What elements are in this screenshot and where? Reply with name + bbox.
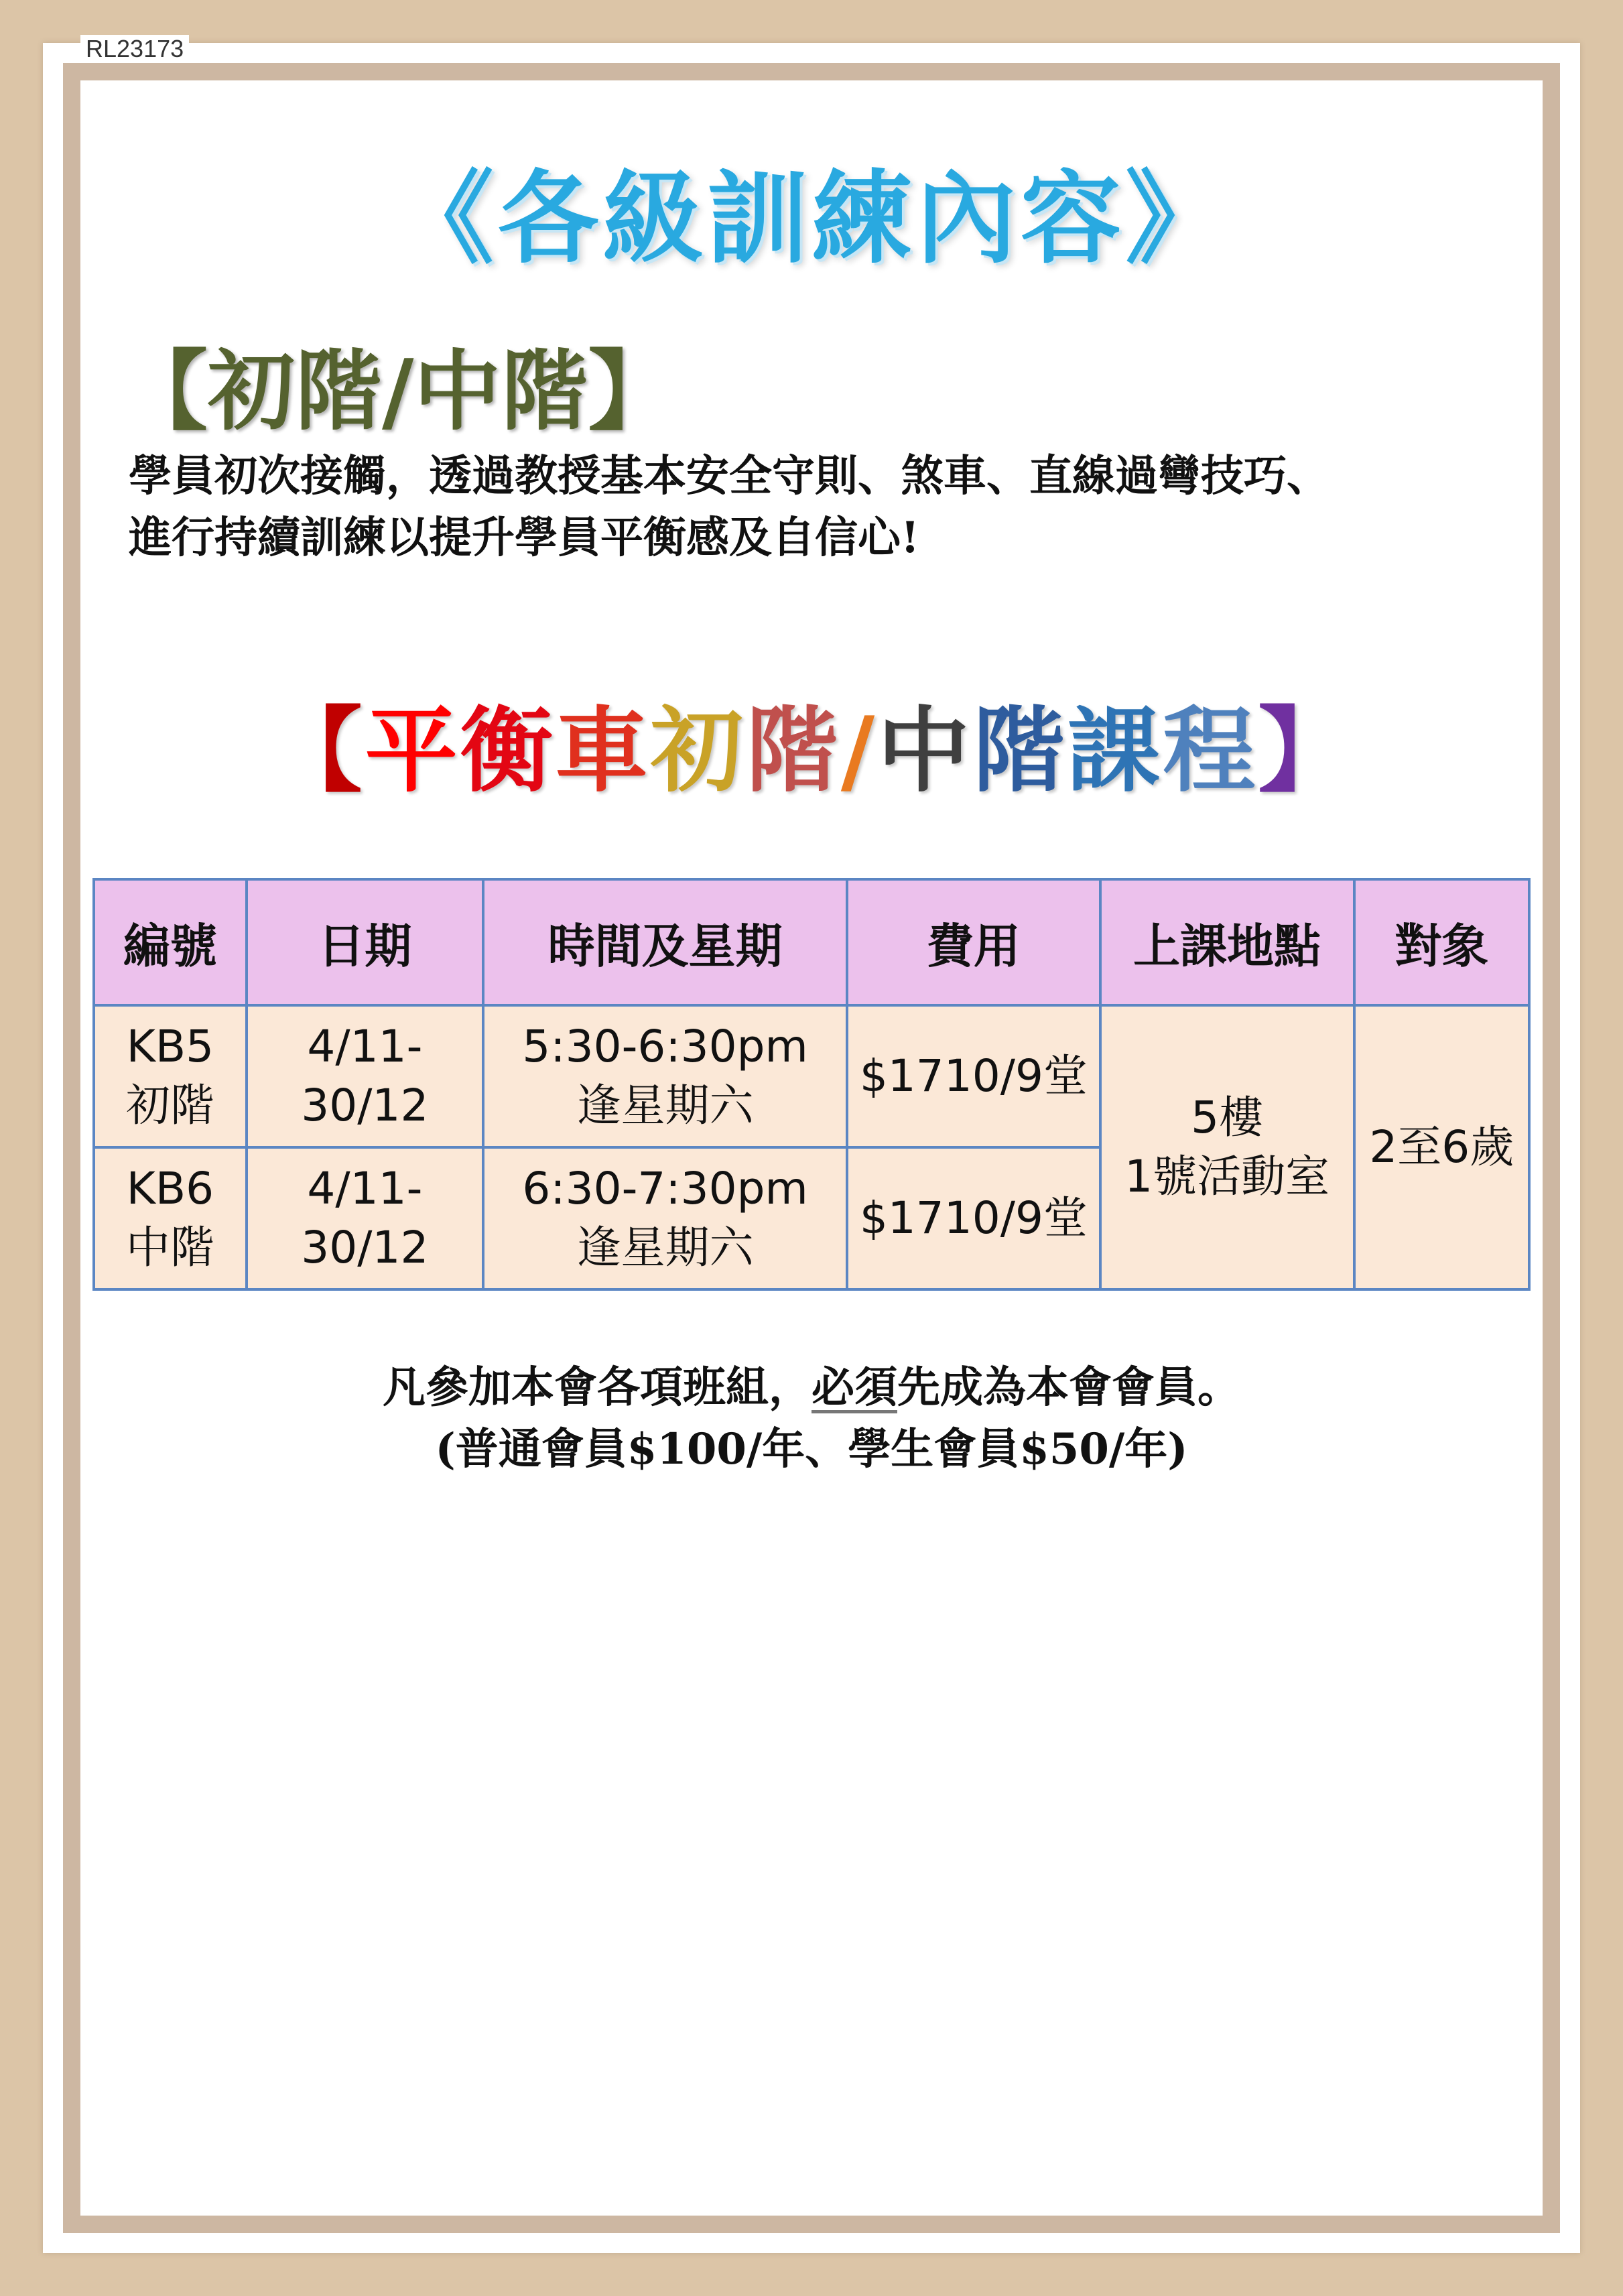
document-code: RL23173	[80, 35, 189, 63]
course-title-char: 初	[650, 697, 746, 805]
intro-line-1: 學員初次接觸，透過教授基本安全守則、煞車、直線過彎技巧、	[129, 451, 1329, 501]
course-title	[0, 677, 1623, 810]
course-title-char: 】	[1258, 697, 1354, 805]
cell-date: 4/11-30/12	[247, 1147, 483, 1289]
cell-target: 2至6歲	[1354, 1005, 1529, 1289]
class-level: 中階	[125, 1222, 214, 1273]
header-date: 日期	[247, 879, 483, 1005]
cell-fee: $1710/9堂	[847, 1005, 1100, 1147]
course-title-char: 【	[269, 697, 365, 805]
note-underlined-text: 必須	[812, 1362, 897, 1413]
note-text-part-2: 先成為本會會員。	[897, 1362, 1240, 1413]
class-code: KB5	[126, 1021, 214, 1072]
course-title-char: 平	[365, 697, 460, 805]
cell-time-day	[483, 1005, 847, 1147]
location-line-2: 1號活動室	[1124, 1151, 1330, 1202]
header-fee: 費用	[847, 879, 1100, 1005]
header-target: 對象	[1354, 879, 1529, 1005]
level-heading: 【初階/中階】	[121, 340, 675, 442]
note-line-1	[0, 1357, 1623, 1419]
header-code: 編號	[94, 879, 247, 1005]
course-title-char: 課	[1067, 697, 1163, 805]
class-day: 逢星期六	[576, 1080, 754, 1131]
cell-code	[94, 1005, 247, 1147]
class-time: 5:30-6:30pm	[522, 1021, 808, 1072]
course-title-char: 衡	[460, 697, 556, 805]
intro-line-2: 進行持續訓練以提升學員平衡感及自信心!	[129, 513, 920, 563]
class-time: 6:30-7:30pm	[522, 1163, 808, 1214]
course-title-char: 中	[877, 697, 973, 805]
table-header-row	[94, 879, 1529, 1005]
course-title-char: 車	[555, 697, 651, 805]
cell-fee: $1710/9堂	[847, 1147, 1100, 1289]
header-time-day: 時間及星期	[483, 879, 847, 1005]
main-title: 《各級訓練內容》	[393, 161, 1230, 277]
course-title-char: /	[840, 697, 878, 805]
course-schedule-table	[92, 878, 1531, 1291]
course-title-char: 程	[1163, 697, 1258, 805]
cell-time-day	[483, 1147, 847, 1289]
location-line-1: 5樓	[1191, 1092, 1264, 1143]
cell-code	[94, 1147, 247, 1289]
table-row	[94, 1005, 1529, 1147]
cell-date: 4/11-30/12	[247, 1005, 483, 1147]
class-level: 初階	[125, 1080, 214, 1131]
intro-paragraph	[129, 446, 1543, 569]
membership-note	[0, 1357, 1623, 1480]
class-code: KB6	[126, 1163, 214, 1214]
course-title-char: 階	[972, 697, 1068, 805]
note-line-2: (普通會員$100/年、學生會員$50/年)	[435, 1424, 1188, 1474]
class-day: 逢星期六	[576, 1222, 754, 1273]
note-text-part-1: 凡參加本會各項班組，	[383, 1362, 812, 1413]
header-location: 上課地點	[1100, 879, 1354, 1005]
cell-location	[1100, 1005, 1354, 1289]
course-title-char: 階	[745, 697, 841, 805]
